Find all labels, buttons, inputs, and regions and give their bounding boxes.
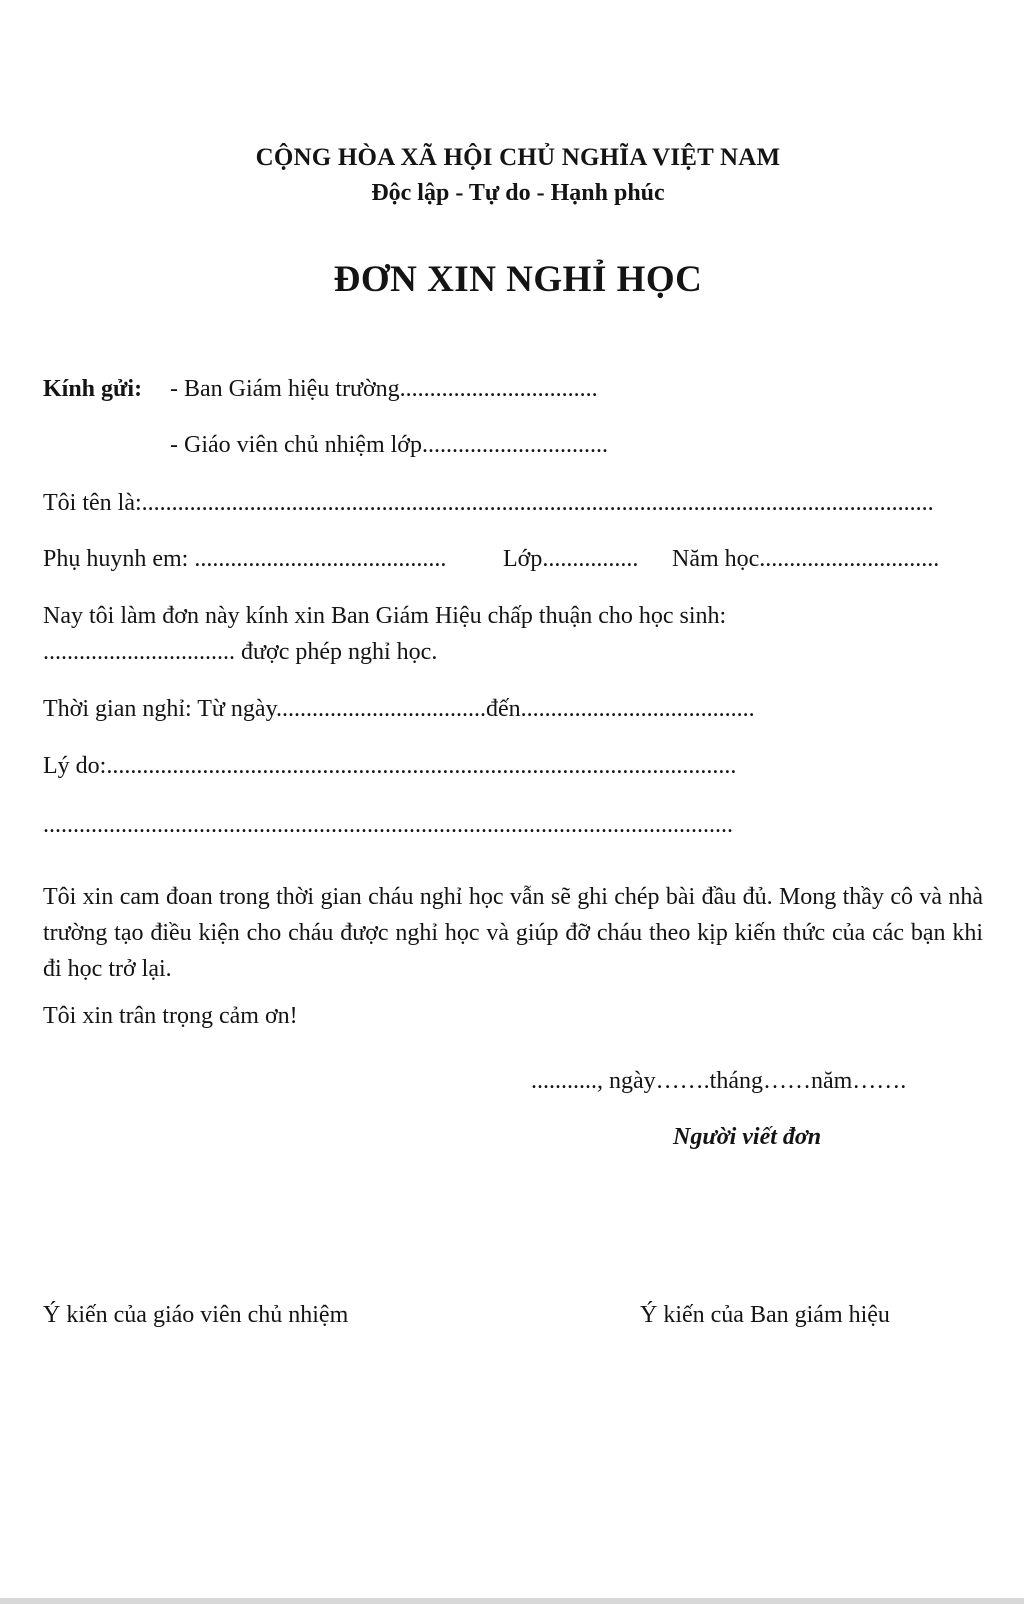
recipient-school-board: - Ban Giám hiệu trường.................................	[170, 376, 598, 402]
national-motto: Độc lập - Tự do - Hạnh phúc	[371, 180, 665, 206]
teacher-opinion-label: Ý kiến của giáo viên chủ nhiệm	[43, 1302, 349, 1328]
recipients-label: Kính gửi:	[43, 376, 143, 402]
time-off-field: Thời gian nghỉ: Từ ngày...................................đến.......................................	[43, 696, 755, 722]
reason-continuation: ...................................................................................................................	[43, 812, 733, 838]
school-year-field: Năm học..............................	[672, 546, 940, 572]
document-title: ĐƠN XIN NGHỈ HỌC	[333, 259, 703, 300]
commitment-paragraph: Tôi xin cam đoan trong thời gian cháu nghỉ học vẫn sẽ ghi chép bài đầu đủ. Mong thầy cô và nhà trường tạo điều kiện cho cháu được nghỉ học và giúp đỡ cháu theo kịp kiến thức của các bạn khi đi học trở lại.	[43, 884, 983, 982]
request-line-1: Nay tôi làm đơn này kính xin Ban Giám Hiệu chấp thuận cho học sinh:	[43, 603, 727, 629]
board-opinion-label: Ý kiến của Ban giám hiệu	[640, 1302, 890, 1328]
date-line: ..........., ngày…….tháng……năm…….	[531, 1068, 907, 1094]
thanks-line: Tôi xin trân trọng cảm ơn!	[43, 1003, 298, 1029]
signer-label: Người viết đơn	[673, 1124, 822, 1150]
reason-field: Lý do:.........................................................................................................	[43, 753, 737, 779]
parent-of-field: Phụ huynh em: ..........................................	[43, 546, 447, 572]
request-line-2: ................................ được phép nghỉ học.	[43, 639, 438, 665]
country-header: CỘNG HÒA XÃ HỘI CHỦ NGHĨA VIỆT NAM	[255, 144, 781, 171]
student-name-field: Tôi tên là:....................................................................................................................................	[43, 490, 934, 516]
recipient-homeroom-teacher: - Giáo viên chủ nhiệm lớp...............................	[170, 432, 608, 458]
page-bottom-edge	[0, 1598, 1024, 1604]
class-field: Lớp................	[503, 546, 639, 572]
